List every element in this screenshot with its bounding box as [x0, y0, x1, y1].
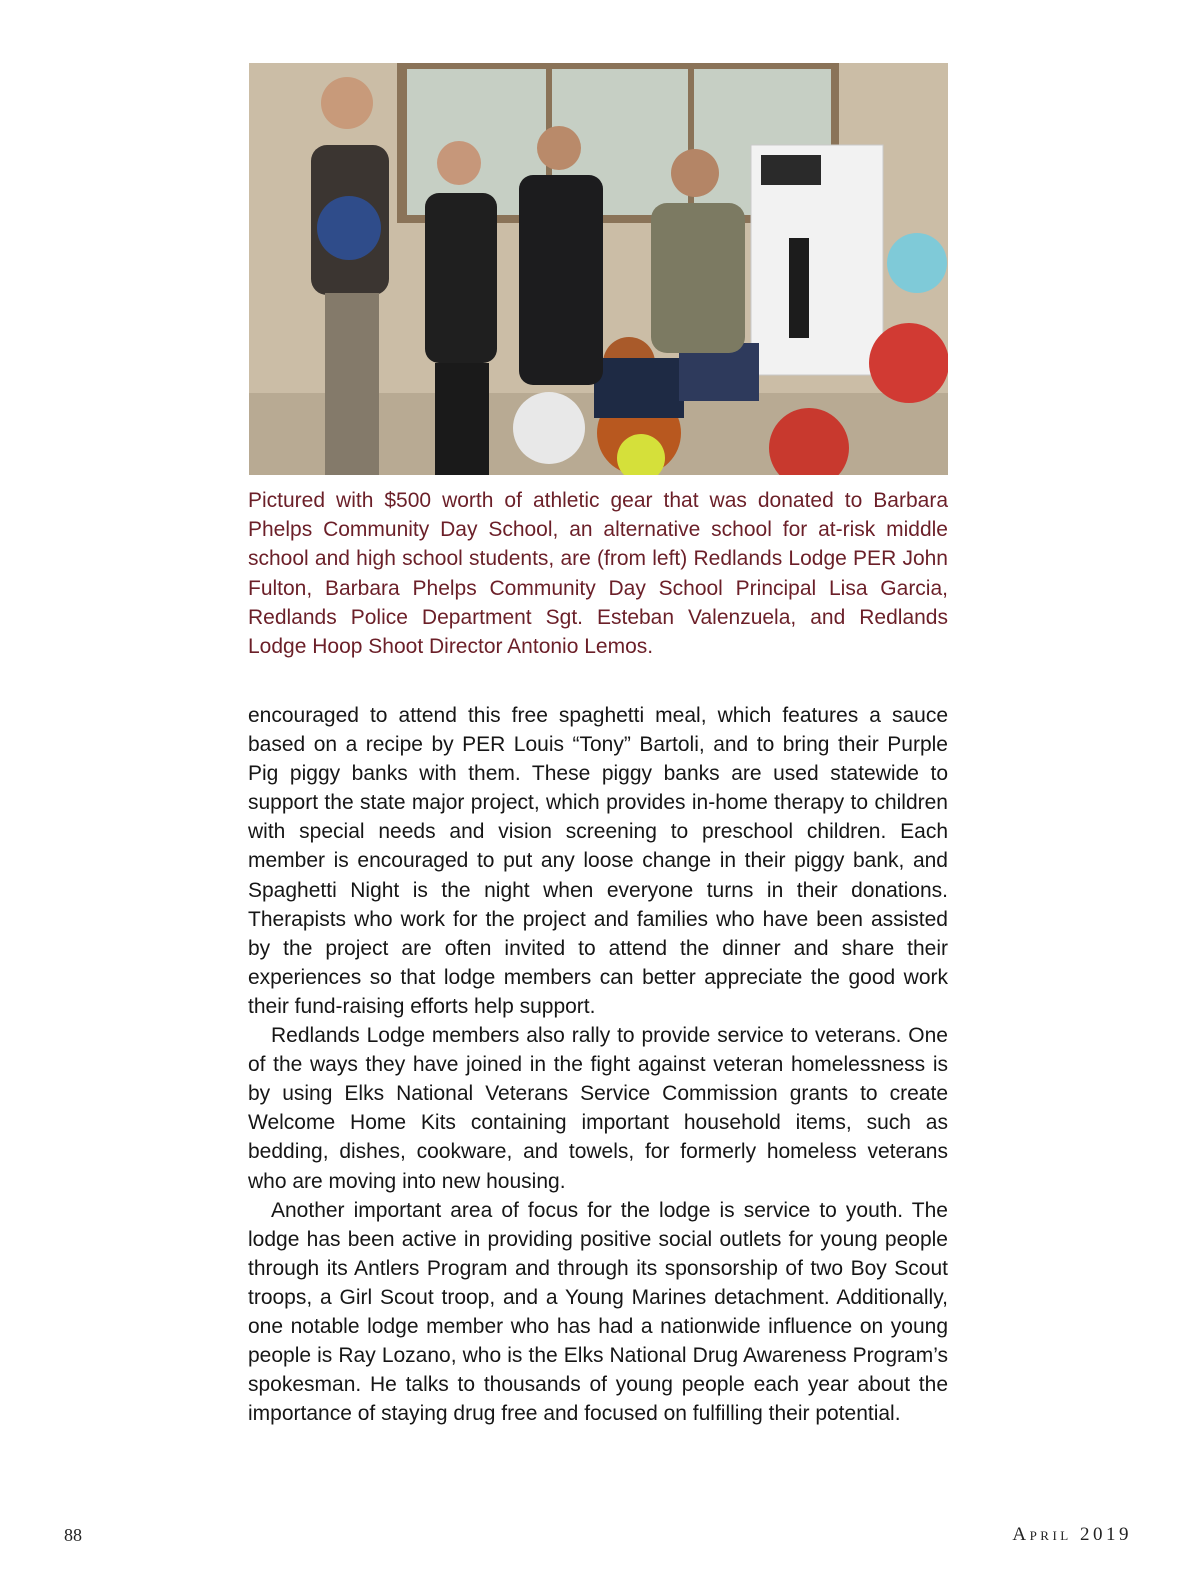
article-paragraph: Another important area of focus for the lodge is service to youth. The lodge has been active in providing positive social outlets for young people through its Antlers Program and through its sponsorship of two Boy Scout troops, a Girl Scout troop, and a Young Marines detachment. Additionally, one notable lodge member who has had a nationwide influence on young people is Ray Lozano, who is the Elks National Drug Awareness Program’s spokesman. He talks to thousands of young people each year about the importance of staying drug free and focused on fulfilling their potential.	[248, 1198, 948, 1426]
article-body	[248, 701, 948, 1428]
article-paragraph: Redlands Lodge members also rally to provide service to veterans. One of the ways they have joined in the fight against veteran homelessness is by using Elks National Veterans Service Commission grants to create Welcome Home Kits containing important household items, such as bedding, dishes, cookware, and towels, for formerly homeless veterans who are moving into new housing.	[248, 1024, 948, 1193]
article-photo	[249, 63, 948, 475]
photo-caption: Pictured with $500 worth of athletic gear that was donated to Barbara Phelps Community Day School, an alternative school for at-risk middle school and high school students, are (from left) Redlands Lodge PER John Fulton, Barbara Phelps Community Day School Principal Lisa Garcia, Redlands Police Department Sgt. Esteban Valenzuela, and Redlands Lodge Hoop Shoot Director Antonio Lemos.	[248, 489, 948, 659]
photo-image	[249, 63, 948, 475]
issue-date: April 2019	[1012, 1524, 1132, 1545]
article-paragraph: encouraged to attend this free spaghetti meal, which features a sauce based on a recipe by PER Louis “Tony” Bartoli, and to bring their Purple Pig piggy banks with them. These piggy banks are used statewide to support the state major project, which provides in-home therapy to children with special needs and vision screening to preschool children. Each member is encouraged to put any loose change in their piggy bank, and Spaghetti Night is the night when everyone turns in their donations. Therapists who work for the project and families who have been assisted by the project are often invited to attend the dinner and share their experiences so that lodge members can better appreciate the good work their fund-raising efforts help support.	[248, 704, 948, 1018]
page-number: 88	[64, 1525, 82, 1545]
